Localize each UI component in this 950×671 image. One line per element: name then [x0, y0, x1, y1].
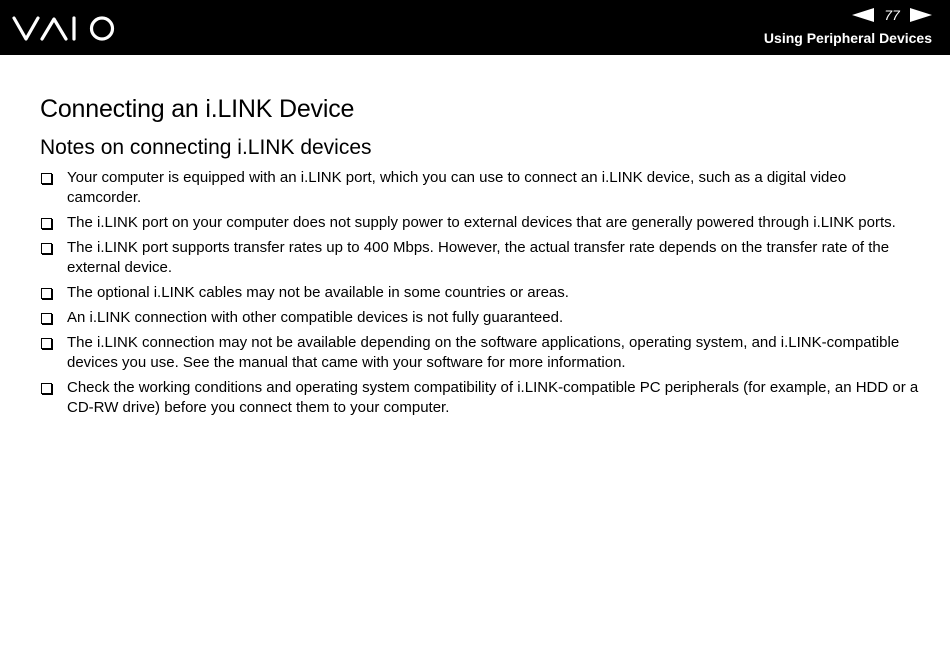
checkbox-bullet-icon [41, 338, 52, 349]
note-text: The i.LINK connection may not be available depending on the software applications, operating system, and i.LINK-compatible devices you use. See the manual that came with your software for more information. [67, 334, 900, 371]
notes-list [40, 168, 920, 418]
section-title: Using Peripheral Devices [763, 30, 932, 46]
page-number: 77 [884, 7, 900, 23]
header-bar [0, 0, 950, 55]
note-text: Check the working conditions and operating system compatibility of i.LINK-compatible PC peripherals (for example, an HDD or a CD-RW drive) before you connect them to your computer. [67, 379, 919, 416]
list-item [40, 308, 920, 328]
note-text: Your computer is equipped with an i.LINK port, which you can use to connect an i.LINK device, such as a digital video camcorder. [67, 169, 847, 206]
previous-page-icon[interactable] [852, 8, 874, 22]
page-title: Connecting an i.LINK Device [40, 95, 355, 123]
list-item [40, 333, 920, 373]
page-navigation [852, 6, 932, 24]
list-item [40, 213, 920, 233]
checkbox-bullet-icon [41, 288, 52, 299]
page-subtitle: Notes on connecting i.LINK devices [40, 136, 372, 159]
note-text: The i.LINK port supports transfer rates up to 400 Mbps. However, the actual transfer rate depends on the transfer rate of the external device. [67, 239, 890, 276]
next-page-icon[interactable] [910, 8, 932, 22]
list-item [40, 238, 920, 278]
checkbox-bullet-icon [41, 243, 52, 254]
checkbox-bullet-icon [41, 383, 52, 394]
list-item [40, 283, 920, 303]
note-text: The optional i.LINK cables may not be available in some countries or areas. [67, 284, 569, 301]
checkbox-bullet-icon [41, 173, 52, 184]
vaio-logo [12, 14, 122, 44]
list-item [40, 168, 920, 208]
note-text: The i.LINK port on your computer does not supply power to external devices that are generally powered through i.LINK ports. [67, 214, 896, 231]
note-text: An i.LINK connection with other compatible devices is not fully guaranteed. [67, 309, 564, 326]
checkbox-bullet-icon [41, 313, 52, 324]
checkbox-bullet-icon [41, 218, 52, 229]
list-item [40, 378, 920, 418]
page-content [40, 92, 920, 423]
